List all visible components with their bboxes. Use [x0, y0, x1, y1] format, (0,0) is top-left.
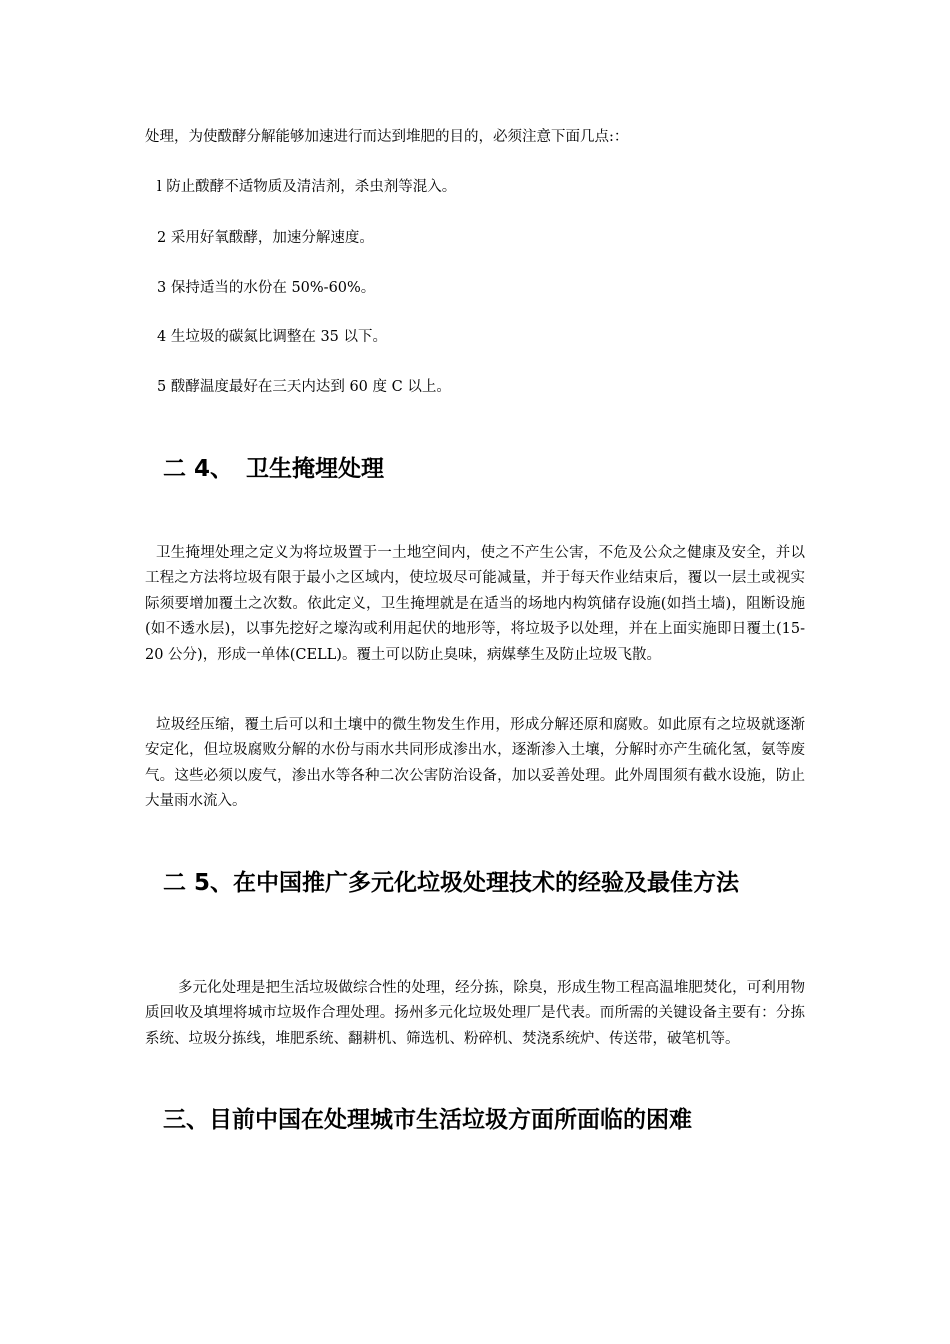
section-2-4-paragraph-1: 卫生掩埋处理之定义为将垃圾置于一土地空间内，使之不产生公害，不危及公众之健康及安全，并以工程之方法将垃圾有限于最小之区域内，使垃圾尽可能减量，并于每天作业结束后，覆以一层土或视实际须要增加覆土之次数。依此定义，卫生掩埋就是在适当的场地内构筑储存设施(如挡土墙)，阻断设施(如不透水层)，以事先挖好之壕沟或利用起伏的地形等，将垃圾予以处理，并在上面实施即日覆土(15-20 公分)，形成一单体(CELL)。覆土可以防止臭味，病媒孳生及防止垃圾飞散。 — [145, 545, 805, 663]
section-2-4-paragraph-2: 垃圾经压缩，覆土后可以和土壤中的微生物发生作用，形成分解还原和腐败。如此原有之垃圾就逐渐安定化，但垃圾腐败分解的水份与雨水共同形成渗出水，逐渐渗入土壤，分解时亦产生硫化氢，氨等废气。这些必须以废气，渗出水等各种二次公害防治设备，加以妥善处理。此外周围须有截水设施，防止大量雨水流入。 — [145, 717, 805, 810]
section-2-5-title: 二 5、在中国推广多元化垃圾处理技术的经验及最佳方法 — [163, 870, 740, 896]
section-2-4-number: 二 4、 — [163, 456, 234, 482]
note-item-2: 2 采用好氧酦酵，加速分解速度。 — [157, 230, 374, 246]
intro-line: 处理，为使酦酵分解能够加速进行而达到堆肥的目的，必须注意下面几点:： — [145, 129, 629, 145]
note-item-4: 4 生垃圾的碳氮比调整在 35 以下。 — [157, 329, 388, 345]
section-2-5-paragraph: 多元化处理是把生活垃圾做综合性的处理，经分拣，除臭，形成生物工程高温堆肥焚化，可利用物质回收及填埋将城市垃圾作合理处理。扬州多元化垃圾处理厂是代表。而所需的关键设备主要有：分拣系统、垃圾分拣线，堆肥系统、翻耕机、筛选机、粉碎机、焚浇系统炉、传送带，破笔机等。 — [145, 980, 805, 1047]
note-item-5: 5 酦酵温度最好在三天内达到 60 度 C 以上。 — [157, 379, 451, 395]
note-item-3: 3 保持适当的水份在 50%-60%。 — [157, 280, 376, 296]
note-item-1: l 防止酦酵不适物质及清洁剂，杀虫剂等混入。 — [157, 179, 457, 195]
section-2-4-title: 卫生掩埋处理 — [246, 456, 384, 482]
section-3-title: 三、目前中国在处理城市生活垃圾方面所面临的困难 — [163, 1107, 692, 1133]
